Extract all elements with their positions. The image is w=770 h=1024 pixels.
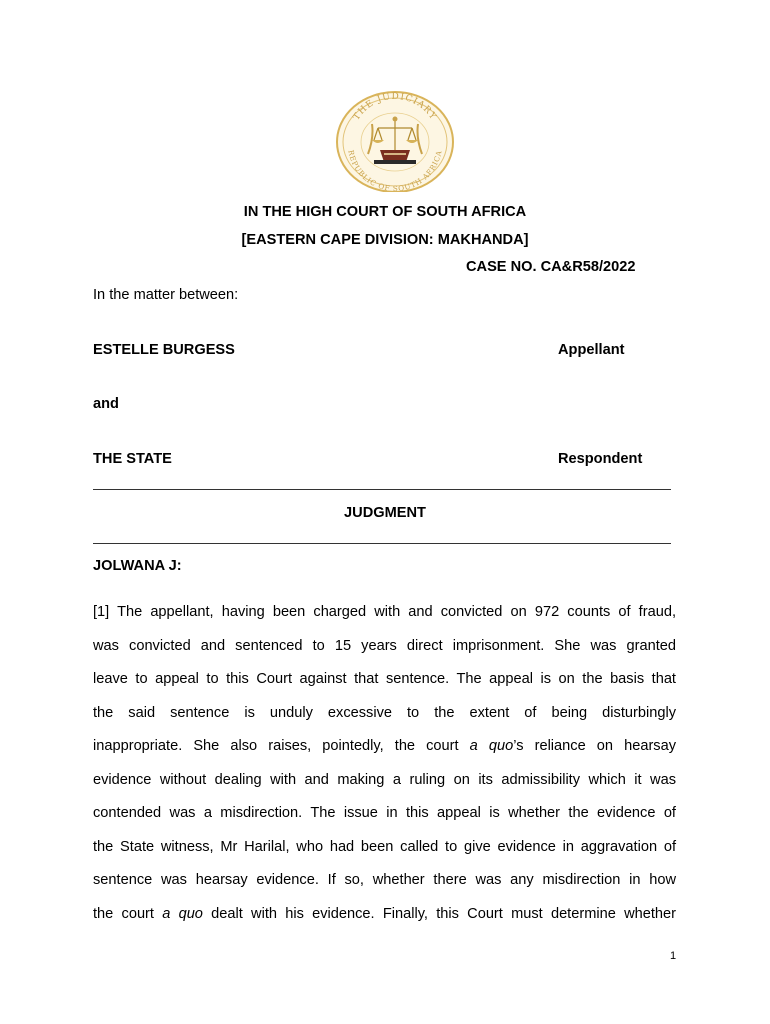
respondent-role: Respondent <box>558 451 643 467</box>
paragraph-line: sentence was hearsay evidence. If so, whether there was any misdirection in how <box>93 872 676 888</box>
paragraph-line: the said sentence is unduly excessive to the extent of being disturbingly <box>93 704 676 721</box>
divider-bottom <box>93 543 671 544</box>
paragraph-line: inappropriate. She also raises, pointedly, the court a quo’s reliance on hearsay <box>93 738 677 754</box>
judgment-paragraph-1 <box>93 596 676 931</box>
judgment-title: JUDGMENT <box>344 505 426 521</box>
page-number: 1 <box>670 950 677 962</box>
conjunction-and: and <box>93 396 119 412</box>
paragraph-line: was convicted and sentenced to 15 years direct imprisonment. She was granted <box>93 637 676 654</box>
court-name: IN THE HIGH COURT OF SOUTH AFRICA <box>243 204 527 220</box>
case-number: CASE NO. CA&R58/2022 <box>466 259 636 275</box>
respondent-name: THE STATE <box>93 451 172 467</box>
paragraph-line: contended was a misdirection. The issue in this appeal is whether the evidence of <box>93 805 676 821</box>
appellant-role: Appellant <box>558 342 625 358</box>
svg-text:REPUBLIC OF SOUTH AFRICA: REPUBLIC OF SOUTH AFRICA <box>346 149 444 192</box>
paragraph-line: evidence without dealing with and making a ruling on its admissibility which it was <box>93 771 676 788</box>
paragraph-line: the court a quo dealt with his evidence. Finally, this Court must determine whether <box>93 905 676 922</box>
divider-top <box>93 489 671 490</box>
paragraph-line: leave to appeal to this Court against that sentence. The appeal is on the basis that <box>93 671 676 687</box>
matter-between: In the matter between: <box>93 287 239 303</box>
court-division: [EASTERN CAPE DIVISION: MAKHANDA] <box>241 232 529 248</box>
paragraph-line: [1] The appellant, having been charged with and convicted on 972 counts of fraud, <box>93 604 676 620</box>
judiciary-seal <box>334 88 456 192</box>
paragraph-line: the State witness, Mr Harilal, who had been called to give evidence in aggravation of <box>93 838 676 855</box>
appellant-name: ESTELLE BURGESS <box>93 342 235 358</box>
svg-text:THE JUDICIARY: THE JUDICIARY <box>351 91 439 123</box>
judge-name: JOLWANA J: <box>93 558 182 574</box>
